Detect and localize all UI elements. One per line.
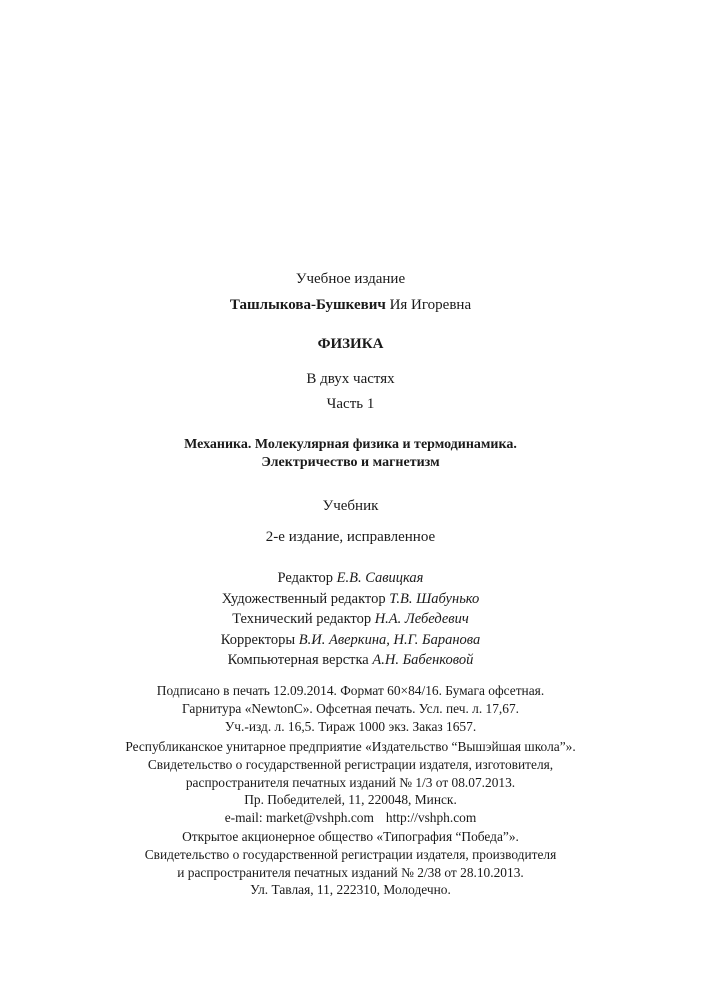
publisher-info <box>0 738 701 827</box>
printing-house-line: Свидетельство о государственной регистрации издателя, производителя <box>144 846 557 862</box>
publisher-contacts <box>0 809 701 827</box>
credit-role: Художественный редактор <box>221 590 386 607</box>
publisher-line: распространителя печатных изданий № 1/3 от 08.07.2013. <box>185 774 516 790</box>
credit-role: Редактор <box>277 570 333 586</box>
credit-row <box>0 609 701 630</box>
printing-house-line: и распространителя печатных изданий № 2/38 от 28.10.2013. <box>177 864 524 880</box>
edition-type: Учебное издание <box>295 271 406 287</box>
credit-name: А.Н. Бабенковой <box>372 652 474 668</box>
publisher-website: http://vshph.com <box>385 810 477 826</box>
publisher-line: Республиканское унитарное предприятие «Издательство “Вышэйшая школа”». <box>125 739 576 754</box>
publisher-address: Пр. Победителей, 11, 220048, Минск. <box>244 792 457 808</box>
subtitle-line-2: Электричество и магнетизм <box>261 455 440 470</box>
printing-house-info <box>0 828 701 899</box>
credit-role: Технический редактор <box>232 611 372 627</box>
print-info-line: Гарнитура «NewtonC». Офсетная печать. Усл. печ. л. 17,67. <box>181 700 520 716</box>
genre: Учебник <box>322 498 379 514</box>
credit-name: Н.А. Лебедевич <box>374 611 469 627</box>
credit-role: Корректоры <box>220 631 296 648</box>
printing-house-line: Открытое акционерное общество «Типография “Победа”». <box>182 829 519 844</box>
credit-name: Е.В. Савицкая <box>336 570 424 586</box>
parts-note: В двух частях <box>306 371 395 387</box>
printing-house-address: Ул. Тавлая, 11, 222310, Молодечно. <box>250 882 451 898</box>
credit-name: В.И. Аверкина, Н.Г. Баранова <box>298 631 481 648</box>
print-info <box>0 682 701 735</box>
author <box>0 296 701 314</box>
author-given-name: Ия Игоревна <box>389 297 472 313</box>
credit-row <box>0 589 701 610</box>
credit-row <box>0 630 701 651</box>
credit-name: Т.В. Шабунько <box>389 590 480 607</box>
credit-row <box>0 568 701 589</box>
part-number: Часть 1 <box>326 396 375 412</box>
credit-role: Компьютерная верстка <box>227 652 369 668</box>
credits-list <box>0 568 701 671</box>
credit-row <box>0 650 701 671</box>
publisher-line: Свидетельство о государственной регистрации издателя, изготовителя, <box>147 756 554 772</box>
book-title: ФИЗИКА <box>317 336 384 352</box>
print-info-line: Подписано в печать 12.09.2014. Формат 60×84/16. Бумага офсетная. <box>156 683 545 698</box>
publisher-email: e-mail: market@vshph.com <box>224 810 374 826</box>
subtitle-line-1: Механика. Молекулярная физика и термодинамика. <box>184 437 517 452</box>
edition-note: 2-е издание, исправленное <box>265 529 436 545</box>
author-surname: Ташлыкова-Бушкевич <box>229 297 386 313</box>
print-info-line: Уч.-изд. л. 16,5. Тираж 1000 экз. Заказ 1657. <box>224 718 477 734</box>
